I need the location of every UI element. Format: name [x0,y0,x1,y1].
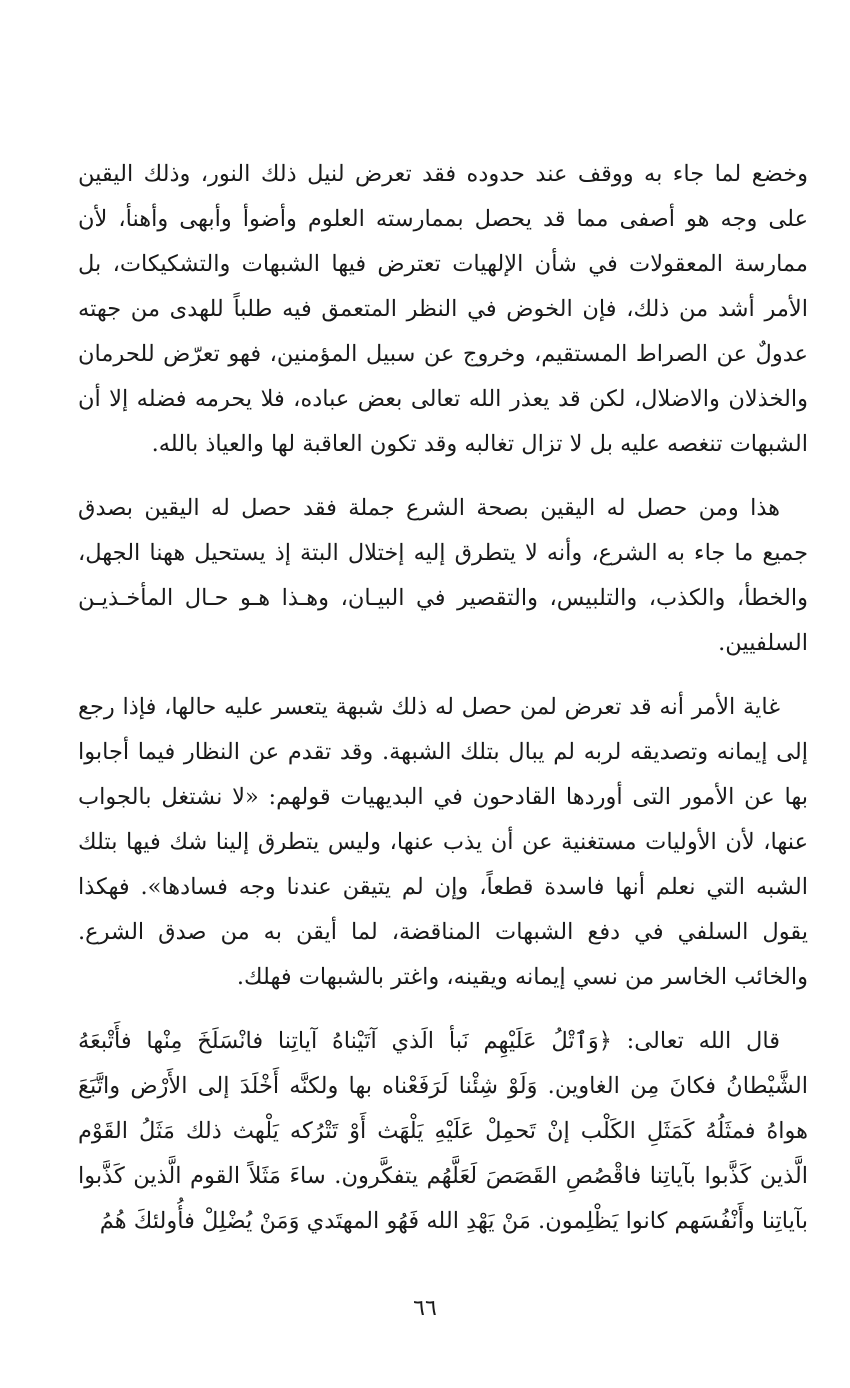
paragraph-gap [78,467,808,486]
paragraph-gap [78,666,808,685]
paragraph-1: وخضع لما جاء به ووقف عند حدوده فقد تعرض لنيل ذلك النور، وذلك اليقين على وجه هو أصفى مما قد يحصل بممارسته العلوم وأضوأ وأبهى وأهنأ، لأن ممارسة المعقولات في شأن الإلهيات تعترض فيها الشبهات والتشكيكات، بل الأمر أشد من ذلك، فإن الخوض في النظر المتعمق فيه طلباً للهدى من جهته عدولٌ عن الصراط المستقيم، وخروج عن سبيل المؤمنين، فهو تعرّض للحرمان والخذلان والاضلال، لكن قد يعذر الله تعالى بعض عباده، فلا يحرمه فضله إلا أن الشبهات تنغصه عليه بل لا تزال تغالبه وقد تكون العاقبة لها والعياذ بالله. [78,161,808,457]
paragraph-3: غاية الأمر أنه قد تعرض لمن حصل له ذلك شبهة يتعسر عليه حالها، فإذا رجع إلى إيمانه وتصديقه لربه لم يبال بتلك الشبهة. وقد تقدم عن النظار فيما أجابوا بها عن الأمور التى أوردها القادحون في البديهيات قولهم: «لا نشتغل بالجواب عنها، لأن الأوليات مستغنية عن أن يذب عنها، وليس يتطرق إلينا شك فيها بتلك الشبه التي نعلم أنها فاسدة قطعاً، وإن لم يتيقن عندنا وجه فسادها». فهكذا يقول السلفي في دفع الشبهات المناقضة، لما أيقن به من صدق الشرع. والخائب الخاسر من نسي إيمانه ويقينه، واغتر بالشبهات فهلك. [78,694,808,990]
verse-intro: قال الله تعالى: [611,1028,780,1054]
paragraph-gap [78,1000,808,1019]
quran-verse-paragraph [78,1019,808,1244]
page-number: ٦٦ [413,1296,437,1321]
page-body [78,152,808,1244]
quran-verse-text: ﴿وَٱتْلُ عَلَيْهِم نَبأ الَذي آتَيْناهُ آياتِنا فانْسَلَخَ مِنْها فأَتْبعَهُ الشَّيْطانُ فكانَ مِن الغاوين. وَلَوْ شِئْنا لَرَفَعْناه بها ولكنَّه أَخْلَدَ إلى الأَرْض واتَّبَعَ هواهُ فمثَلُهُ كَمَثَلِ الكَلْب إنْ تَحمِلْ عَلَيْهِ يَلْهَث أَوْ تَتْرُكه يَلْهث ذلك مَثَلُ القَوْم الَّذين كَذَّبوا بآياتِنا فاقْصُصِ القَصَصَ لَعَلَّهُم يتفكَّرون. ساءَ مَثَلاً القوم الَّذين كَذَّبوا بآياتِنا وأَنْفُسَهم كانوا يَظْلِمون. مَنْ يَهْدِ الله فَهُو المهتَدي وَمَنْ يُضْلِلْ فأُولئكَ هُمُ [78,1028,808,1234]
paragraph-2: هذا ومن حصل له اليقين بصحة الشرع جملة فقد حصل له اليقين بصدق جميع ما جاء به الشرع، وأنه لا يتطرق إليه إختلال البتة إذ يستحيل ههنا الجهل، والخطأ، والكذب، والتلبيس، والتقصير في البيـان، وهـذا هـو حـال المأخـذيـن السلفيين. [78,495,808,656]
